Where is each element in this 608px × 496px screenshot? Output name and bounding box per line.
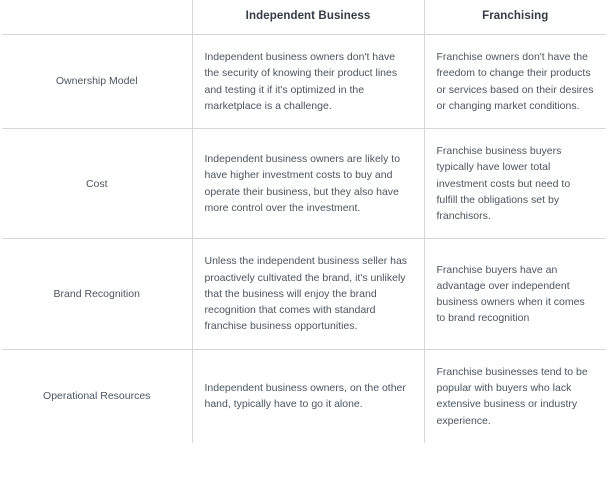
table-header xyxy=(2,0,606,35)
header-cell-franchising: Franchising xyxy=(424,0,606,35)
row-label-cost: Cost xyxy=(2,129,192,239)
header-cell-blank xyxy=(2,0,192,35)
cell-independent-ownership-model: Independent business owners don't have the security of knowing their product lines and testing it if it's optimized in the marketplace is a challenge. xyxy=(192,35,424,129)
header-cell-independent-business: Independent Business xyxy=(192,0,424,35)
table-row xyxy=(2,349,606,443)
row-label-ownership-model: Ownership Model xyxy=(2,35,192,129)
cell-franchising-brand-recognition: Franchise buyers have an advantage over independent business owners when it comes to brand recognition xyxy=(424,239,606,349)
comparison-table xyxy=(2,0,606,443)
table-row xyxy=(2,129,606,239)
row-label-brand-recognition: Brand Recognition xyxy=(2,239,192,349)
table-header-row xyxy=(2,0,606,35)
cell-franchising-cost: Franchise business buyers typically have lower total investment costs but need to fulfill the obligations set by franchisors. xyxy=(424,129,606,239)
row-label-operational-resources: Operational Resources xyxy=(2,349,192,443)
cell-independent-brand-recognition: Unless the independent business seller has proactively cultivated the brand, it's unlikely that the business will enjoy the brand recognition that comes with standard franchise business opportunities. xyxy=(192,239,424,349)
cell-independent-cost: Independent business owners are likely to have higher investment costs to buy and operate their business, but they also have more control over the investment. xyxy=(192,129,424,239)
table-body xyxy=(2,35,606,443)
cell-franchising-operational-resources: Franchise businesses tend to be popular with buyers who lack extensive business or industry experience. xyxy=(436,365,588,427)
cell-franchising-ownership-model: Franchise owners don't have the freedom to change their products or services based on their desires or changing market conditions. xyxy=(424,35,606,129)
table-row xyxy=(2,35,606,129)
cell-independent-operational-resources: Independent business owners, on the other hand, typically have to go it alone. xyxy=(192,349,424,443)
table-row xyxy=(2,239,606,349)
